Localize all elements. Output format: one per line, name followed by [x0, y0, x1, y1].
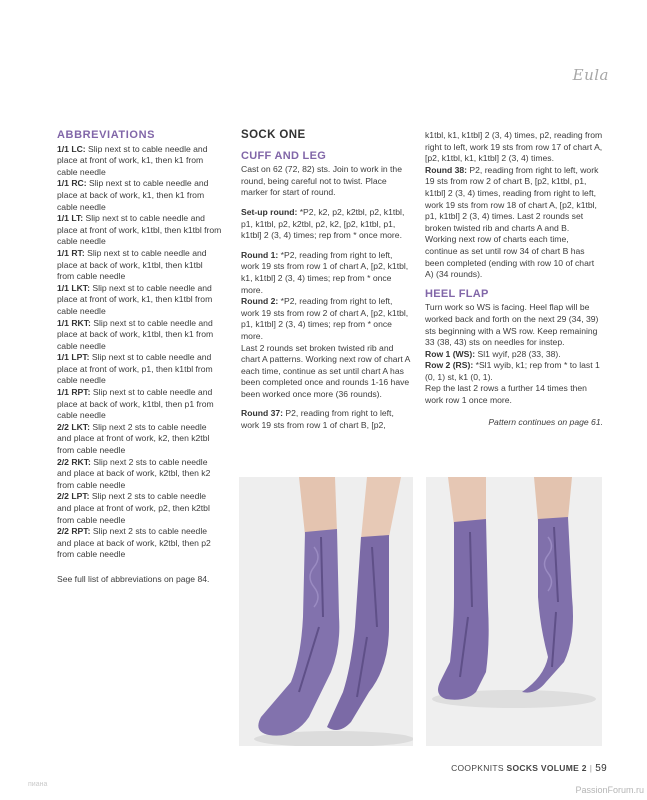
sock-photo-left — [239, 477, 413, 746]
heel-flap-text: Turn work so WS is facing. Heel flap will be worked back and forth on the next 29 (34, 39) sts beginning with a WS row. Keep remaining 33 (38, 43) sts on needles for instep. — [425, 302, 599, 348]
pattern-continues-note: Pattern continues on page 61. — [488, 416, 603, 427]
row-2-rs — [425, 360, 603, 383]
abbreviation-term: 1/1 LC: — [57, 143, 86, 154]
watermark-right: PassionForum.ru — [575, 785, 644, 795]
round-1-text: *P2, reading from right to left, work 19 sts from row 1 of chart A, [p2, k1tbl, k1, k1tbl] 2 (3, 4) times; rep from * once more. — [241, 249, 409, 295]
abbreviation-item — [57, 457, 222, 492]
sock-photo-right-illustration — [426, 477, 602, 746]
abbreviation-term: 1/1 RT: — [57, 247, 85, 258]
round-1-label: Round 1: — [241, 249, 279, 260]
abbreviation-item — [57, 352, 222, 387]
sock-one-column — [241, 130, 411, 432]
row-2-text: *Sl1 wyib, k1; rep from * to last 1 (0, 1) st, k1 (0, 1). — [425, 360, 600, 382]
row-1-text: Sl1 wyif, p28 (33, 38). — [475, 348, 561, 359]
abbreviation-term: 1/1 LPT: — [57, 352, 90, 363]
round-1 — [241, 250, 411, 296]
round-2-text: *P2, reading from right to left, work 19 sts from row 2 of chart A, [p2, k1tbl, p1, k1tbl] 2 (3, 4) times; rep from * once more. — [241, 296, 409, 341]
abbreviation-definition: Slip next st to cable needle and place at front of work, k1tbl, then k1tbl from cable needle — [57, 213, 222, 247]
abbreviation-item — [57, 491, 222, 526]
continuation-column — [425, 130, 603, 428]
watermark-left: пиана — [28, 781, 48, 788]
round-37-label: Round 37: — [241, 408, 284, 419]
round-37-text: P2, reading from right to left, work 19 sts from row 1 of chart B, [p2, — [241, 408, 394, 431]
setup-round — [241, 207, 411, 242]
abbreviations-column — [57, 130, 222, 586]
round-2-label: Round 2: — [241, 296, 279, 307]
abbreviation-term: 2/2 RKT: — [57, 456, 91, 467]
abbreviation-term: 2/2 RPT: — [57, 526, 91, 537]
cuff-heading: CUFF AND LEG — [241, 149, 327, 162]
abbreviation-item — [57, 213, 222, 248]
abbreviation-term: 1/1 LT: — [57, 213, 84, 224]
round-37 — [241, 408, 411, 431]
abbreviation-item — [57, 526, 222, 561]
abbreviation-term: 1/1 RPT: — [57, 387, 91, 398]
page-footer: COOPKNITS SOCKS VOLUME 2 | 59 — [451, 763, 607, 774]
abbreviations-list — [57, 144, 222, 561]
abbreviation-term: 2/2 LKT: — [57, 421, 90, 432]
abbreviation-item — [57, 144, 222, 179]
abbreviation-definition: Slip next 2 sts to cable needle and place at front of work, k2, then k2tbl from cable needle — [57, 421, 210, 456]
abbreviation-item — [57, 283, 222, 318]
abbreviation-definition: Slip next st to cable needle and place at front of work, k1, then k1tbl from cable needle — [57, 282, 213, 316]
round-38 — [425, 165, 603, 281]
abbreviation-item — [57, 178, 222, 213]
row-1-ws — [425, 349, 603, 361]
abbreviations-footnote: See full list of abbreviations on page 84. — [57, 573, 210, 584]
abbreviation-item — [57, 318, 222, 353]
abbreviation-definition: Slip next st to cable needle and place at front of work, k1, then k1 from cable needle — [57, 143, 208, 177]
row-1-label: Row 1 (WS): — [425, 348, 476, 359]
footer-title: SOCKS VOLUME 2 — [506, 763, 587, 773]
sock-photo-left-illustration — [239, 477, 413, 746]
cast-on-text: Cast on 62 (72, 82) sts. Join to work in the round, being careful not to twist. Place marker for start of round. — [241, 164, 402, 198]
round-38-label: Round 38: — [425, 164, 468, 175]
round-37-continued: k1tbl, k1, k1tbl] 2 (3, 4) times, p2, reading from right to left, work 19 sts from row 17 of chart A, [p2, k1tbl, k1, k1tbl] 2 (3, 4) times. — [425, 130, 603, 164]
abbreviation-definition: Slip next st to cable needle and place at back of work, k1tbl, then p1 from cable needle — [57, 387, 214, 421]
sock-photo-right — [426, 477, 602, 746]
setup-text: *P2, k2, p2, k2tbl, p2, k1tbl, p1, k1tbl, p2, k2tbl, p2, k2, [p2, k1tbl, p1, k1tbl] 2 (3, 4) times; rep from * once more. — [241, 206, 405, 241]
repeat-text: Rep the last 2 rows a further 14 times then work row 1 once more. — [425, 383, 587, 406]
pattern-name: Eula — [572, 66, 609, 84]
page-number: 59 — [595, 763, 607, 774]
setup-label: Set-up round: — [241, 206, 298, 217]
abbreviation-definition: Slip next st to cable needle and place at front of work, p1, then k1tbl from cable needle — [57, 352, 213, 386]
abbreviation-term: 1/1 RC: — [57, 178, 87, 189]
heel-flap-heading: HEEL FLAP — [425, 287, 489, 300]
abbreviation-definition: Slip next 2 sts to cable needle and place at back of work, k2tbl, then k2 from cable needle — [57, 456, 211, 490]
abbreviation-item — [57, 422, 222, 457]
abbreviation-term: 1/1 LKT: — [57, 282, 90, 293]
abbreviation-definition: Slip next st to cable needle and place at back of work, k1, then k1 from cable needle — [57, 178, 209, 212]
round-38-text: P2, reading from right to left, work 19 sts from row 2 of chart B, [p2, k1tbl, p1, k1tbl] 2 (3, 4) times, reading from right to left, work 19 sts from row 18 of chart A, [p2, k1tbl, p1, k1tbl] 2 (3, 4) times. Last 2 rounds set broken twisted rib and charts A and B. Working next row of charts each time, continue as set until row 34 of chart B has been completed (ending with row 10 of chart A) (34 rounds). — [425, 164, 599, 280]
last-2-rounds-text: Last 2 rounds set broken twisted rib and chart A patterns. Working next row of chart A each time, continue as set until chart A has been completed once and rounds 1-16 have been worked once more (36 rounds). — [241, 342, 410, 399]
sock-one-heading: SOCK ONE — [241, 129, 306, 141]
round-2 — [241, 296, 411, 342]
abbreviation-item — [57, 387, 222, 422]
footer-brand: COOPKNITS — [451, 763, 504, 773]
abbreviation-term: 1/1 RKT: — [57, 317, 91, 328]
abbreviation-term: 2/2 LPT: — [57, 491, 90, 502]
abbreviation-definition: Slip next st to cable needle and place at back of work, k1tbl, then k1 from cable needle — [57, 317, 214, 351]
abbreviation-item — [57, 248, 222, 283]
abbreviation-definition: Slip next st to cable needle and place at back of work, k1tbl, then k1tbl from cable needle — [57, 247, 207, 282]
row-2-label: Row 2 (RS): — [425, 360, 474, 371]
abbreviation-definition: Slip next 2 sts to cable needle and place at front of work, p2, then k2tbl from cable needle — [57, 491, 210, 525]
abbreviations-heading: ABBREVIATIONS — [57, 129, 156, 141]
abbreviation-definition: Slip next 2 sts to cable needle and place at back of work, k2tbl, then p2 from cable needle — [57, 526, 211, 560]
